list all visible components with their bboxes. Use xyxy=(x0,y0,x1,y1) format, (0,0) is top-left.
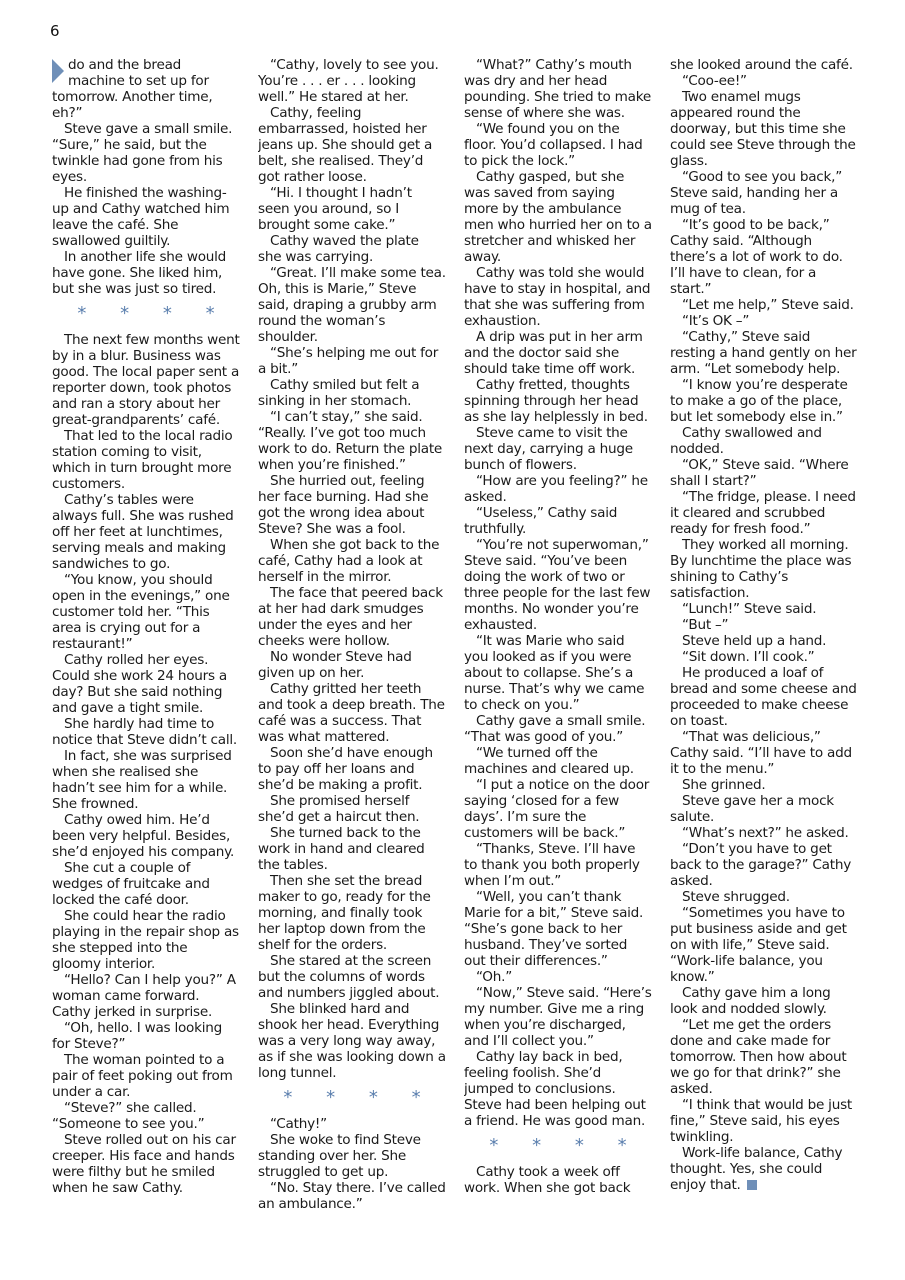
paragraph: “But –” xyxy=(682,617,729,633)
paragraph: Cathy gritted her teeth and took a deep breath. The café was a success. That was what mattered. xyxy=(258,681,445,745)
paragraph: “OK,” Steve said. “Where shall I start?” xyxy=(670,457,849,489)
paragraph: “We turned off the machines and cleared up. xyxy=(464,745,634,777)
paragraph: “Coo-ee!” xyxy=(682,73,747,89)
paragraph: The face that peered back at her had dark smudges under the eyes and her cheeks were hollow. xyxy=(258,585,443,649)
paragraph: “I know you’re desperate to make a go of the place, but let somebody else in.” xyxy=(670,377,848,425)
paragraph: Cathy lay back in bed, feeling foolish. She’d jumped to conclusions. Steve had been helping out a friend. He was good man. xyxy=(464,1049,646,1129)
column-3 xyxy=(464,57,652,1237)
paragraph: Cathy swallowed and nodded. xyxy=(670,425,822,457)
column-2 xyxy=(258,57,446,1237)
paragraph: She cut a couple of wedges of fruitcake and locked the café door. xyxy=(52,860,210,908)
paragraph: Cathy gave him a long look and nodded slowly. xyxy=(670,985,831,1017)
paragraph: Cathy owed him. He’d been very helpful. Besides, she’d enjoyed his company. xyxy=(52,812,235,860)
paragraph: Steve rolled out on his car creeper. His face and hands were filthy but he smiled when he saw Cathy. xyxy=(52,1132,236,1196)
paragraph: In fact, she was surprised when she realised she hadn’t see him for a while. She frowned. xyxy=(52,748,232,812)
paragraph: “How are you feeling?” he asked. xyxy=(464,473,648,505)
paragraph: “No. Stay there. I’ve called an ambulance.” xyxy=(258,1180,446,1212)
paragraph: “Let me help,” Steve said. xyxy=(682,297,854,313)
paragraph: Cathy’s tables were always full. She was rushed off her feet at lunchtimes, serving meals and making sandwiches to go. xyxy=(52,492,234,572)
paragraph: She blinked hard and shook her head. Everything was a very long way away, as if she was looking down a long tunnel. xyxy=(258,1001,446,1081)
column-4 xyxy=(670,57,858,1237)
paragraph: Two enamel mugs appeared round the doorway, but this time she could see Steve through the glass. xyxy=(670,89,856,169)
paragraph: He finished the washing-up and Cathy watched him leave the café. She swallowed guiltily. xyxy=(52,185,230,249)
paragraph: “The fridge, please. I need it cleared and scrubbed ready for fresh food.” xyxy=(670,489,856,537)
final-paragraph xyxy=(670,1145,858,1193)
paragraph: “Now,” Steve said. “Here’s my number. Give me a ring when you’re discharged, and I’ll collect you.” xyxy=(464,985,652,1049)
story-continues-marker-icon xyxy=(52,57,64,85)
paragraph: “It was Marie who said you looked as if you were about to collapse. She’s a nurse. That’s why we came to check on you.” xyxy=(464,633,645,713)
paragraph: Steve held up a hand. xyxy=(682,633,827,649)
paragraph: In another life she would have gone. She liked him, but she was just so tired. xyxy=(52,249,227,297)
paragraph: “Let me get the orders done and cake made for tomorrow. Then how about we go for that drink?” she asked. xyxy=(670,1017,847,1097)
paragraph: She promised herself she’d get a haircut then. xyxy=(258,793,420,825)
section-separator: * * * * xyxy=(283,1087,435,1108)
paragraph: “That was delicious,” Cathy said. “I’ll have to add it to the menu.” xyxy=(670,729,852,777)
paragraph: Cathy gave a small smile. “That was good of you.” xyxy=(464,713,646,745)
paragraph: “You know, you should open in the evenings,” one customer told her. “This area is crying out for a restaurant!” xyxy=(52,572,230,652)
paragraph: “I think that would be just fine,” Steve said, his eyes twinkling. xyxy=(670,1097,852,1145)
paragraph: The woman pointed to a pair of feet poking out from under a car. xyxy=(52,1052,233,1100)
paragraph: “Hello? Can I help you?” A woman came forward. Cathy jerked in surprise. xyxy=(52,972,236,1020)
paragraph: “Great. I’ll make some tea. Oh, this is Marie,” Steve said, draping a grubby arm round the woman’s shoulder. xyxy=(258,265,446,345)
paragraph: She hurried out, feeling her face burning. Had she got the wrong idea about Steve? She was a fool. xyxy=(258,473,429,537)
paragraph: She could hear the radio playing in the repair shop as she stepped into the gloomy interior. xyxy=(52,908,239,972)
paragraph: “It’s OK –” xyxy=(682,313,750,329)
paragraph: “Steve?” she called. “Someone to see you.” xyxy=(52,1100,205,1132)
paragraph: Cathy was told she would have to stay in hospital, and that she was suffering from exhaustion. xyxy=(464,265,651,329)
paragraph: The next few months went by in a blur. Business was good. The local paper sent a reporter down, took photos and ran a story about her great-grandparents’ café. xyxy=(52,332,240,428)
column-1 xyxy=(52,57,240,1237)
end-of-story-square-icon xyxy=(747,1180,757,1190)
paragraph: “I can’t stay,” she said. “Really. I’ve got too much work to do. Return the plate when you’re finished.” xyxy=(258,409,443,473)
paragraph: She woke to find Steve standing over her. She struggled to get up. xyxy=(258,1132,421,1180)
paragraph: Cathy gasped, but she was saved from saying more by the ambulance men who hurried her on to a stretcher and whisked her away. xyxy=(464,169,652,265)
paragraph: Cathy, feeling embarrassed, hoisted her jeans up. She should get a belt, she realised. They’d got rather loose. xyxy=(258,105,433,185)
paragraph: she looked around the café. xyxy=(670,57,853,73)
paragraph: Then she set the bread maker to go, ready for the morning, and finally took her laptop down from the shelf for the orders. xyxy=(258,873,431,953)
paragraph: When she got back to the café, Cathy had a look at herself in the mirror. xyxy=(258,537,440,585)
section-separator: * * * * xyxy=(489,1135,641,1156)
paragraph: “She’s helping me out for a bit.” xyxy=(258,345,439,377)
paragraph: “Don’t you have to get back to the garage?” Cathy asked. xyxy=(670,841,851,889)
final-paragraph-text: Work-life balance, Cathy thought. Yes, she could enjoy that. xyxy=(670,1145,843,1193)
paragraph: Cathy fretted, thoughts spinning through her head as she lay helplessly in bed. xyxy=(464,377,648,425)
paragraph: “I put a notice on the door saying ‘closed for a few days’. I’m sure the customers will be back.” xyxy=(464,777,650,841)
paragraph: Soon she’d have enough to pay off her loans and she’d be making a profit. xyxy=(258,745,433,793)
paragraph: Steve gave her a mock salute. xyxy=(670,793,834,825)
paragraph: “It’s good to be back,” Cathy said. “Although there’s a lot of work to do. I’ll have to clean, for a start.” xyxy=(670,217,843,297)
paragraph: She turned back to the work in hand and cleared the tables. xyxy=(258,825,425,873)
paragraph: “Cathy, lovely to see you. You’re . . . er . . . looking well.” He stared at her. xyxy=(258,57,439,105)
paragraph: Steve shrugged. xyxy=(682,889,790,905)
paragraph: “Well, you can’t thank Marie for a bit,” Steve said. “She’s gone back to her husband. They’ve sorted out their differences.” xyxy=(464,889,644,969)
paragraph: “Lunch!” Steve said. xyxy=(682,601,817,617)
paragraph: “Sometimes you have to put business aside and get on with life,” Steve said. “Work-life balance, you know.” xyxy=(670,905,847,985)
paragraph: A drip was put in her arm and the doctor said she should take time off work. xyxy=(464,329,643,377)
paragraph: “We found you on the floor. You’d collapsed. I had to pick the lock.” xyxy=(464,121,643,169)
paragraph: He produced a loaf of bread and some cheese and proceeded to make cheese on toast. xyxy=(670,665,857,729)
paragraph: She stared at the screen but the columns of words and numbers jiggled about. xyxy=(258,953,440,1001)
paragraph: “You’re not superwoman,” Steve said. “You’ve been doing the work of two or three people for the last few months. No wonder you’re exhausted. xyxy=(464,537,651,633)
paragraph: “Cathy!” xyxy=(270,1116,327,1132)
paragraph: She hardly had time to notice that Steve didn’t call. xyxy=(52,716,237,748)
paragraph: “What’s next?” he asked. xyxy=(682,825,849,841)
paragraph: “Useless,” Cathy said truthfully. xyxy=(464,505,618,537)
section-separator: * * * * xyxy=(77,303,229,324)
paragraph: That led to the local radio station coming to visit, which in turn brought more customers. xyxy=(52,428,233,492)
paragraph: do and the bread machine to set up for tomorrow. Another time, eh?” xyxy=(52,57,213,121)
paragraph: “Cathy,” Steve said resting a hand gently on her arm. “Let somebody help. xyxy=(670,329,857,377)
paragraph: Cathy rolled her eyes. Could she work 24 hours a day? But she said nothing and gave a tight smile. xyxy=(52,652,227,716)
paragraph: Cathy took a week off work. When she got back xyxy=(464,1164,631,1196)
paragraph: “What?” Cathy’s mouth was dry and her head pounding. She tried to make sense of where she was. xyxy=(464,57,651,121)
paragraph: They worked all morning. By lunchtime the place was shining to Cathy’s satisfaction. xyxy=(670,537,852,601)
paragraph: “Hi. I thought I hadn’t seen you around, so I brought some cake.” xyxy=(258,185,412,233)
story-columns xyxy=(52,57,858,1237)
paragraph: Steve came to visit the next day, carrying a huge bunch of flowers. xyxy=(464,425,633,473)
paragraph: Cathy smiled but felt a sinking in her stomach. xyxy=(258,377,420,409)
paragraph: “Thanks, Steve. I’ll have to thank you both properly when I’m out.” xyxy=(464,841,640,889)
paragraph: No wonder Steve had given up on her. xyxy=(258,649,412,681)
paragraph: “Oh, hello. I was looking for Steve?” xyxy=(52,1020,223,1052)
paragraph: “Good to see you back,” Steve said, handing her a mug of tea. xyxy=(670,169,842,217)
paragraph: She grinned. xyxy=(682,777,766,793)
paragraph: Cathy waved the plate she was carrying. xyxy=(258,233,419,265)
paragraph: Steve gave a small smile. “Sure,” he said, but the twinkle had gone from his eyes. xyxy=(52,121,233,185)
page-number: 6 xyxy=(50,22,60,40)
paragraph: “Sit down. I’ll cook.” xyxy=(682,649,815,665)
paragraph: “Oh.” xyxy=(476,969,512,985)
